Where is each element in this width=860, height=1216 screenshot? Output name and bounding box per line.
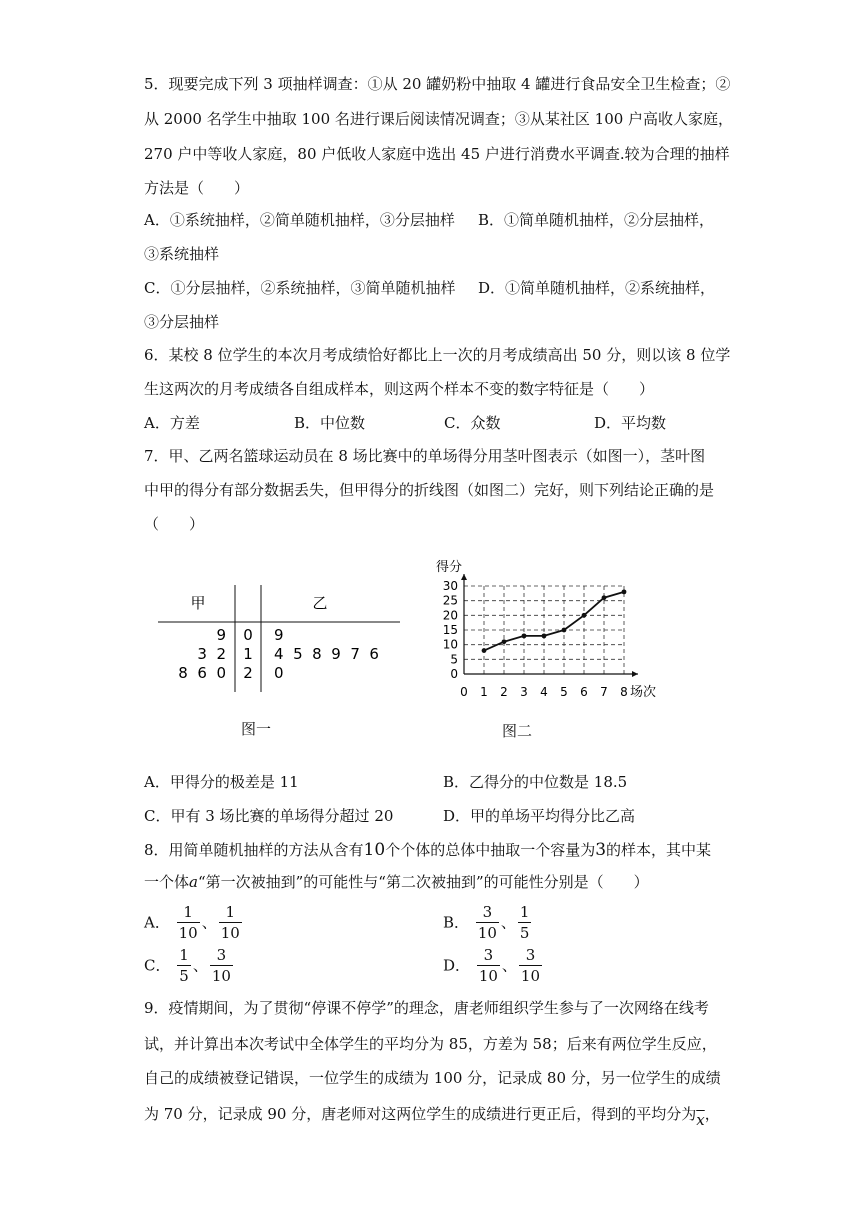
q8-c-frac-1: [177, 945, 191, 986]
right-leaves-2: 0: [274, 664, 284, 682]
q8-option-b-label: B．: [443, 913, 470, 932]
y-tick-label: 20: [442, 608, 458, 623]
right-leaves-0: 9: [274, 626, 284, 644]
left-leaves-1: 3 2: [197, 645, 226, 663]
q7-option-a: A．甲得分的极差是 11: [144, 773, 299, 791]
q5-line-4: 方法是（ ）: [144, 179, 250, 197]
q8-option-a: [144, 902, 244, 943]
stem-1: 1: [243, 645, 253, 663]
q8-b-frac-2: [518, 902, 532, 943]
x-tick-label: 6: [580, 685, 588, 699]
q8-n-total: 10: [363, 840, 386, 860]
q8-a-frac-1: [177, 902, 200, 943]
q8-b-frac-1: [476, 902, 499, 943]
x-axis-label: 场次: [630, 685, 657, 700]
q8-d-sep: 、: [501, 956, 517, 975]
stem-leaf-plot: [150, 580, 410, 700]
left-leaves-2: 8 6 0: [178, 664, 226, 682]
y-tick-label: 30: [442, 579, 458, 593]
q8-a-sep: 、: [201, 913, 217, 932]
stem-leaf-header-left: 甲: [190, 594, 206, 612]
q6-line-2: 生这两次的月考成绩各自组成样本，则这两个样本不变的数字特征是（ ）: [144, 380, 655, 398]
q8-d-frac-2-den: 10: [520, 967, 541, 985]
q8-a-frac-2: [219, 902, 242, 943]
q8-line-1-pre: 8．用简单随机抽样的方法从含有: [144, 841, 364, 859]
q9-line-4-pre: 为 70 分，记录成 90 分，唐老师对这两位学生的成绩进行更正后，得到的平均分为: [144, 1105, 697, 1123]
data-point: [502, 639, 507, 644]
q9-line-1: 9．疫情期间，为了贯彻“停课不停学”的理念，唐老师组织学生参与了一次网络在线考: [144, 999, 709, 1017]
data-point: [542, 633, 547, 638]
q9-line-3: 自己的成绩被登记错误，一位学生的成绩为 100 分，记录成 80 分，另一位学生的成绩: [144, 1069, 721, 1087]
q5-option-d-cont: ③分层抽样: [144, 313, 220, 331]
q8-b-sep: 、: [500, 913, 516, 932]
data-point: [582, 613, 587, 618]
q7-option-c: C．甲有 3 场比赛的单场得分超过 20: [144, 807, 394, 825]
q8-d-frac-1-den: 10: [478, 967, 498, 985]
q8-c-frac-2-den: 10: [211, 967, 231, 985]
y-tick-label: 0: [450, 667, 458, 681]
q5-option-d: D．①简单随机抽样，②系统抽样，: [478, 279, 716, 297]
q7-option-d: D．甲的单场平均得分比乙高: [443, 807, 636, 825]
q8-line-2: [144, 872, 649, 892]
q8-d-frac-1: [477, 945, 500, 986]
x-tick-label: 2: [500, 685, 508, 699]
q8-var-a: a: [189, 873, 198, 891]
q8-a-frac-2-num: 1: [219, 902, 242, 923]
x-tick-label: 4: [540, 685, 548, 699]
q9-line-4: [144, 1104, 720, 1129]
q8-a-frac-2-den: 10: [220, 924, 240, 942]
data-point: [522, 633, 527, 638]
stem-2: 2: [243, 664, 253, 682]
q8-line-1: [144, 840, 711, 860]
y-tick-label: 5: [450, 652, 458, 667]
q8-n-sample: 3: [595, 840, 607, 860]
x-tick-label: 1: [480, 685, 488, 699]
left-leaves-0: 9: [216, 626, 226, 644]
q8-b-frac-2-den: 5: [519, 924, 530, 942]
q8-b-frac-1-den: 10: [477, 924, 497, 942]
y-tick-label: 25: [442, 593, 458, 608]
q5-option-b-cont: ③系统抽样: [144, 245, 220, 263]
q5-line-1: 5．现要完成下列 3 项抽样调查：①从 20 罐奶粉中抽取 4 罐进行食品安全卫生检查；②: [144, 75, 731, 93]
q8-option-d-label: D．: [443, 956, 471, 975]
q8-option-b: [443, 902, 533, 943]
q6-option-a: A．方差: [144, 414, 200, 432]
x-tick-label: 3: [520, 685, 528, 699]
q8-line-1-post: 的样本，其中某: [606, 841, 712, 859]
q8-b-frac-2-num: 1: [519, 903, 530, 921]
q8-option-d: [443, 945, 544, 986]
figure-2-caption: 图二: [502, 722, 533, 740]
q7-line-3: （ ）: [144, 515, 205, 533]
q6-option-c: C．众数: [444, 414, 501, 432]
q7-line-2: 中甲的得分有部分数据丢失，但甲得分的折线图（如图二）完好，则下列结论正确的是: [144, 481, 715, 499]
q8-c-frac-1-den: 5: [179, 967, 189, 985]
y-tick-label: 15: [442, 623, 458, 637]
x-tick-label: 5: [560, 685, 568, 699]
q6-option-d: D．平均数: [594, 414, 667, 432]
x-tick-label: 7: [600, 685, 608, 699]
q5-line-2: 从 2000 名学生中抽取 100 名进行课后阅读情况调查；③从某社区 100 户高收人家庭，: [144, 110, 734, 128]
q9-xbar: $\overline{x}$: [696, 1111, 705, 1129]
q8-a-frac-1-den: 10: [178, 924, 198, 942]
q9-line-4-post: ，: [704, 1105, 720, 1123]
q8-option-c-label: C．: [144, 956, 171, 975]
q8-line-2-post: “第一次被抽到”的可能性与“第二次被抽到”的可能性分别是（ ）: [197, 873, 649, 891]
q8-line-1-mid: 个个体的总体中抽取一个容量为: [385, 841, 596, 859]
x-axis-arrow: [632, 671, 638, 677]
q5-option-b: B．①简单随机抽样，②分层抽样，: [478, 211, 715, 229]
q8-c-sep: 、: [192, 956, 208, 975]
q6-option-b: B．中位数: [294, 414, 366, 432]
q8-d-frac-1-num: 3: [477, 945, 500, 966]
q9-line-2: 试，并计算出本次考试中全体学生的平均分为 85，方差为 58；后来有两位学生反应，: [144, 1035, 717, 1053]
x-tick-label: 8: [620, 685, 628, 699]
q8-a-frac-1-num: 1: [177, 902, 200, 923]
q5-line-3: 270 户中等收人家庭，80 户低收人家庭中选出 45 户进行消费水平调查.较为合理的抽样: [144, 145, 730, 163]
q8-c-frac-1-num: 1: [179, 946, 189, 964]
q5-option-a: A．①系统抽样，②简单随机抽样，③分层抽样: [144, 211, 455, 229]
q8-c-frac-2-num: 3: [210, 945, 233, 966]
q8-line-2-pre: 一个体: [144, 873, 190, 891]
q5-option-c: C．①分层抽样，②系统抽样，③简单随机抽样: [144, 279, 456, 297]
data-point: [562, 628, 567, 633]
x-tick-label: 0: [460, 685, 468, 699]
q8-option-a-label: A．: [144, 913, 170, 932]
q8-b-frac-1-num: 3: [476, 902, 499, 923]
line-chart: [408, 560, 657, 702]
stem-leaf-header-right: 乙: [312, 594, 328, 612]
data-point: [482, 648, 487, 653]
data-point: [622, 589, 627, 594]
y-axis-label: 得分: [436, 560, 463, 575]
figure-1-caption: 图一: [241, 720, 272, 738]
q8-c-frac-2: [210, 945, 233, 986]
q6-line-1: 6．某校 8 位学生的本次月考成绩恰好都比上一次的月考成绩高出 50 分，则以该 8 位学: [144, 346, 731, 364]
q8-d-frac-2: [519, 945, 542, 986]
q7-option-b: B．乙得分的中位数是 18.5: [443, 773, 628, 791]
q8-d-frac-2-num: 3: [519, 945, 542, 966]
data-point: [602, 595, 607, 600]
q8-option-c: [144, 945, 235, 986]
y-tick-label: 10: [442, 637, 458, 652]
stem-0: 0: [243, 626, 253, 644]
q7-line-1: 7．甲、乙两名篮球运动员在 8 场比赛中的单场得分用茎叶图表示（如图一），茎叶图: [144, 447, 706, 465]
right-leaves-1: 4 5 8 9 7 6: [274, 645, 379, 663]
